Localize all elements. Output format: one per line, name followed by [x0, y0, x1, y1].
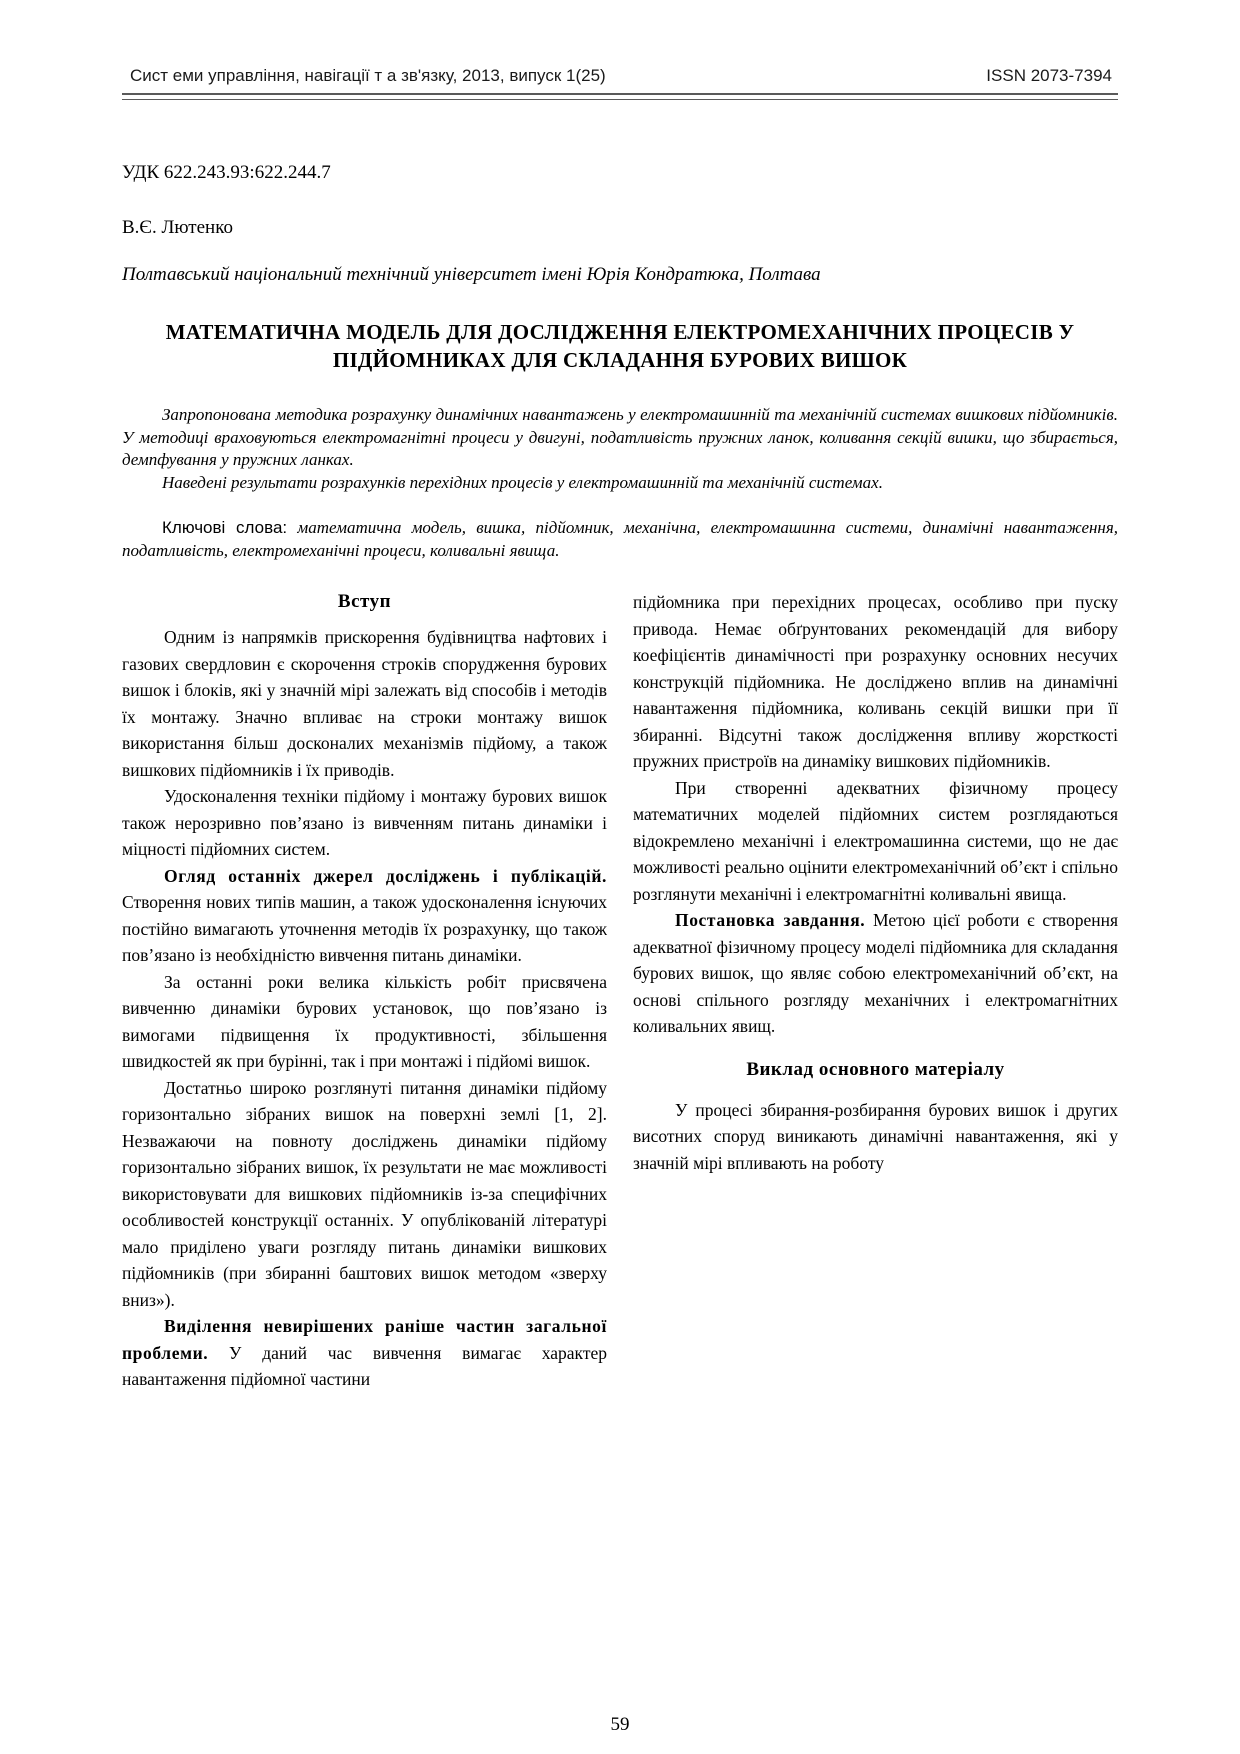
paragraph: підйомника при перехідних процесах, особливо при пуску привода. Немає обґрунтованих рекомендацій для вибору коефіцієнтів динамічності при розрахунку основних несучих конструкцій підйомника. Не досліджено вплив на динамічні навантаження підйомника, коливань секцій вишки при її збиранні. Відсутні також дослідження впливу жорсткості пружних пристроїв на динаміку вишкових підйомників.	[633, 592, 1118, 771]
paragraph: Достатньо широко розглянуті питання динаміки підйому горизонтально зібраних вишок на поверхні землі [1, 2]. Незважаючи на повноту досліджень динаміки підйому горизонтально зібраних вишок, їх результати не має можливості використовувати для вишкових підйомників із-за специфічних особливостей конструкції останніх. У опублікованій літературі мало приділено уваги розгляду питань динаміки вишкових підйомників (при збиранні баштових вишок методом «зверху вниз»).	[122, 1077, 607, 1310]
paragraph-text: Метою цієї роботи є створення адекватної фізичному процесу моделі підйомника для складання бурових вишок, що являє собою електромеханічний об’єкт, на основі спільного розгляду механічних і електромагнітних коливальних явищ.	[633, 910, 1118, 1036]
author-name: В.Є. Лютенко	[122, 217, 233, 238]
keywords-paragraph	[122, 517, 1118, 562]
section-heading-vstup: Вступ	[337, 591, 392, 612]
abstract-paragraph-2: Наведені результати розрахунків перехідних процесів у електромашинній та механічній системах.	[162, 472, 883, 492]
paragraph: Одним із напрямків прискорення будівництва нафтових і газових свердловин є скорочення строків спорудження бурових вишок і блоків, які у значній мірі залежать від способів і методів їх монтажу. Значно впливає на строки монтажу вишок використання більш досконалих механізмів підйому, а також вишкових підйомників і їх приводів.	[122, 627, 607, 780]
run-in-heading: Виділення невирішених раніше частин загальної проблеми.	[122, 1316, 607, 1363]
page-footer	[0, 1714, 1240, 1736]
left-column	[122, 589, 607, 1393]
two-column-body	[122, 589, 1118, 1393]
paragraph: За останні роки велика кількість робіт присвячена вивченню динаміки бурових установок, що пов’язано із вимогами підвищення їх продуктивності, збільшення швидкостей як при бурінні, так і при монтажі і підйомі вишок.	[122, 971, 607, 1071]
article-title: МАТЕМАТИЧНА МОДЕЛЬ ДЛЯ ДОСЛІДЖЕННЯ ЕЛЕКТРОМЕХАНІЧНИХ ПРОЦЕСІВ У ПІДЙОМНИКАХ ДЛЯ СКЛАДАННЯ БУРОВИХ ВИШОК	[165, 320, 1075, 372]
keywords-text: математична модель, вишка, підйомник, механічна, електромашинна системи, динамічні навантаження, податливість, електромеханічні процеси, коливальні явища.	[122, 518, 1119, 560]
run-in-heading: Огляд останніх джерел досліджень і публікацій.	[164, 865, 607, 886]
keywords-label: Ключові слова:	[162, 518, 288, 537]
section-heading-vyklad: Виклад основного матеріалу	[746, 1058, 1005, 1080]
header-rule	[122, 93, 1118, 100]
paragraph	[122, 1313, 607, 1393]
run-in-heading: Постановка завдання.	[675, 910, 866, 930]
paragraph-text: У даний час вивчення вимагає характер навантаження підйомної частини	[122, 1342, 607, 1389]
journal-title: Сист еми управління, навігації т а зв'язку, 2013, випуск 1(25)	[130, 66, 606, 85]
paragraph	[122, 863, 607, 969]
paragraph-text: Створення нових типів машин, а також удосконалення існуючих постійно вимагають уточнення методів їх розрахунку, що також пов’язано із необхідністю вивчення питань динаміки.	[122, 892, 607, 965]
page-number: 59	[610, 1714, 630, 1735]
paragraph	[633, 907, 1118, 1040]
right-column	[633, 589, 1118, 1393]
udc-code: УДК 622.243.93:622.244.7	[122, 162, 331, 183]
abstract-paragraph-1: Запропонована методика розрахунку динамічних навантажень у електромашинній та механічній системах вишкових підйомників. У методиці враховуються електромагнітні процеси у двигуні, податливість пружних ланок, коливання секцій вишки, що збирається, демпфування у пружних ланках.	[122, 405, 1118, 469]
paragraph: У процесі збирання-розбирання бурових вишок і других висотних споруд виникають динамічні навантаження, які у значній мірі впливають на роботу	[633, 1099, 1118, 1173]
page-header	[122, 0, 1118, 86]
paragraph: При створенні адекватних фізичному процесу математичних моделей підйомних систем розглядаються відокремлено механічні і електромашинна системи, що не дає можливості реально оцінити електромеханічний об’єкт і спільно розглянути механічні і електромагнітні коливальні явища.	[633, 777, 1118, 904]
issn-label: ISSN 2073-7394	[986, 66, 1112, 85]
affiliation: Полтавський національний технічний університет імені Юрія Кондратюка, Полтава	[122, 264, 821, 285]
paragraph: Удосконалення техніки підйому і монтажу бурових вишок також нерозривно пов’язано із вивченням питань динаміки і міцності підйомних систем.	[122, 786, 607, 859]
